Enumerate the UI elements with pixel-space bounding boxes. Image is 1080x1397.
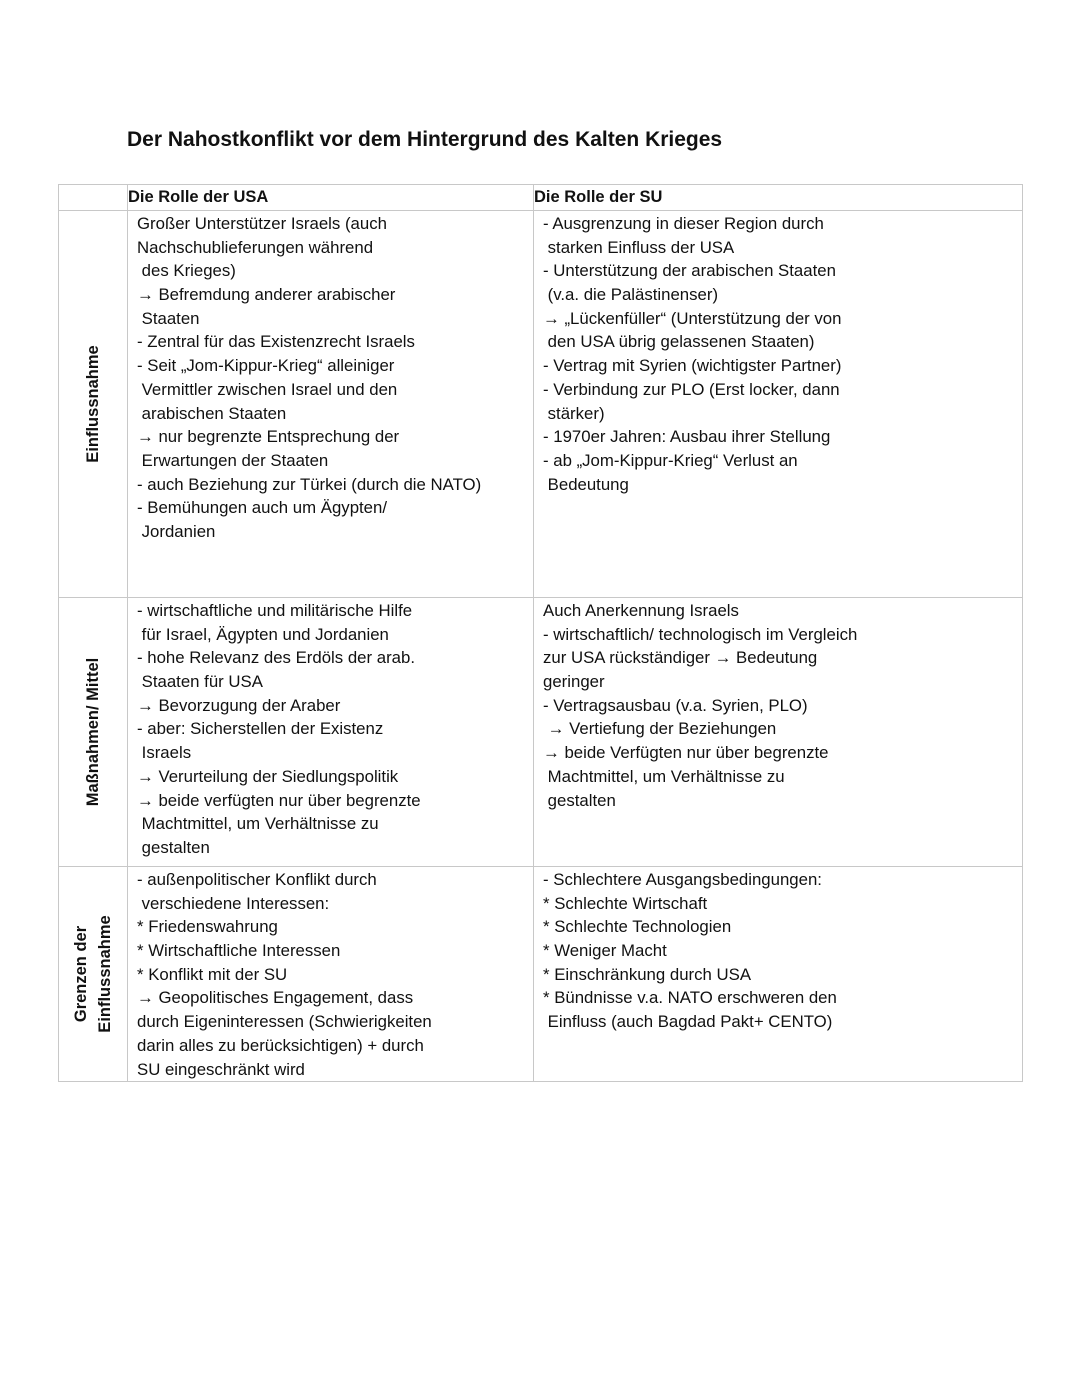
cell-line: starken Einfluss der USA xyxy=(543,237,735,257)
cell-line: SU eingeschränkt wird xyxy=(137,1059,305,1079)
cell-line: → beide Verfügten nur über begrenzte xyxy=(543,743,829,763)
cell-line: zur USA rückständiger → Bedeutung xyxy=(543,648,818,668)
cell-line: * Weniger Macht xyxy=(543,941,667,961)
cell-line: Israels xyxy=(137,743,192,763)
cell-line: - auch Beziehung zur Türkei (durch die NATO) xyxy=(137,474,482,494)
cell-line: stärker) xyxy=(543,403,605,423)
cell-line: Staaten für USA xyxy=(137,672,263,692)
cell-line: - Schlechtere Ausgangsbedingungen: xyxy=(543,870,822,889)
row-label-cell xyxy=(59,211,128,598)
su-lines xyxy=(534,211,1022,496)
row-label-cell xyxy=(59,598,128,867)
cell-line: - Ausgrenzung in dieser Region durch xyxy=(543,214,824,233)
cell-line: → „Lückenfüller“ (Unterstützung der von xyxy=(543,308,842,328)
cell-line: Großer Unterstützer Israels (auch xyxy=(137,214,387,233)
cell-line: Einfluss (auch Bagdad Pakt+ CENTO) xyxy=(543,1012,833,1032)
cell-line: → Befremdung anderer arabischer xyxy=(137,285,396,305)
su-cell xyxy=(534,867,1023,1082)
cell-line: Nachschublieferungen während xyxy=(137,237,374,257)
cell-line: * Bündnisse v.a. NATO erschweren den xyxy=(543,988,837,1008)
cell-line: - Vertrag mit Syrien (wichtigster Partner) xyxy=(543,356,842,376)
row-label-line: Maßnahmen/ Mittel xyxy=(84,657,102,807)
cell-line: - Zentral für das Existenzrecht Israels xyxy=(137,332,415,352)
cell-line: gestalten xyxy=(137,837,210,857)
cell-line: - außenpolitischer Konflikt durch xyxy=(137,870,377,889)
cell-line: geringer xyxy=(543,672,605,692)
row-label-line: Grenzen der xyxy=(72,925,90,1023)
cell-line: * Einschränkung durch USA xyxy=(543,964,752,984)
cell-line: → nur begrenzte Entsprechung der xyxy=(137,427,400,447)
cell-line: - 1970er Jahren: Ausbau ihrer Stellung xyxy=(543,427,831,447)
cell-line: * Konflikt mit der SU xyxy=(137,964,288,984)
cell-line: → beide verfügten nur über begrenzte xyxy=(137,790,421,810)
cell-line: Machtmittel, um Verhältnisse zu xyxy=(543,766,785,786)
cell-line: für Israel, Ägypten und Jordanien xyxy=(137,624,389,644)
row-label xyxy=(69,915,117,1032)
cell-line: darin alles zu berücksichtigen) + durch xyxy=(137,1035,424,1055)
row-label-line: Einflussnahme xyxy=(84,345,102,463)
cell-line: → Bevorzugung der Araber xyxy=(137,695,341,715)
cell-line: * Schlechte Wirtschaft xyxy=(543,893,708,913)
cell-line: - aber: Sicherstellen der Existenz xyxy=(137,719,384,739)
cell-line: - Seit „Jom-Kippur-Krieg“ alleiniger xyxy=(137,356,395,376)
cell-line: durch Eigeninteressen (Schwierigkeiten xyxy=(137,1012,432,1032)
cell-line: - Bemühungen auch um Ägypten/ xyxy=(137,498,388,518)
cell-line: * Wirtschaftliche Interessen xyxy=(137,941,341,961)
su-cell xyxy=(534,598,1023,867)
cell-line: → Vertiefung der Beziehungen xyxy=(543,719,777,739)
row-label xyxy=(81,345,105,462)
comparison-table xyxy=(58,184,1023,1082)
su-cell xyxy=(534,211,1023,598)
header-usa: Die Rolle der USA xyxy=(128,185,534,211)
cell-line: - Unterstützung der arabischen Staaten xyxy=(543,261,836,281)
cell-line: Vermittler zwischen Israel und den xyxy=(137,379,398,399)
table-header-row xyxy=(59,185,1023,211)
row-label-cell xyxy=(59,867,128,1082)
cell-line: den USA übrig gelassenen Staaten) xyxy=(543,332,815,352)
page-title: Der Nahostkonflikt vor dem Hintergrund des Kalten Krieges xyxy=(127,128,723,151)
cell-line: → Verurteilung der Siedlungspolitik xyxy=(137,766,399,786)
usa-lines xyxy=(128,211,533,544)
cell-line: Staaten xyxy=(137,308,200,328)
cell-line: - wirtschaftliche und militärische Hilfe xyxy=(137,601,413,620)
cell-line: (v.a. die Palästinenser) xyxy=(543,285,719,305)
table-row xyxy=(59,598,1023,867)
cell-line: Jordanien xyxy=(137,521,216,541)
cell-line: Erwartungen der Staaten xyxy=(137,450,329,470)
cell-line: - Verbindung zur PLO (Erst locker, dann xyxy=(543,379,840,399)
cell-line: Auch Anerkennung Israels xyxy=(543,601,739,620)
su-lines xyxy=(534,598,1022,812)
header-corner-cell xyxy=(59,185,128,211)
usa-cell xyxy=(128,211,534,598)
usa-lines xyxy=(128,867,533,1081)
cell-line: * Friedenswahrung xyxy=(137,917,278,937)
header-su: Die Rolle der SU xyxy=(534,185,1023,211)
usa-cell xyxy=(128,598,534,867)
table-row xyxy=(59,867,1023,1082)
cell-line: - Vertragsausbau (v.a. Syrien, PLO) xyxy=(543,695,808,715)
usa-lines xyxy=(128,598,533,860)
cell-line: - ab „Jom-Kippur-Krieg“ Verlust an xyxy=(543,450,798,470)
cell-line: arabischen Staaten xyxy=(137,403,287,423)
table-row xyxy=(59,211,1023,598)
cell-line: - hohe Relevanz des Erdöls der arab. xyxy=(137,648,415,668)
row-label-line: Einflussnahme xyxy=(96,915,114,1033)
cell-line: Bedeutung xyxy=(543,474,629,494)
cell-line: des Krieges) xyxy=(137,261,236,281)
cell-line: Machtmittel, um Verhältnisse zu xyxy=(137,814,379,834)
usa-cell xyxy=(128,867,534,1082)
cell-line: verschiedene Interessen: xyxy=(137,893,330,913)
row-label xyxy=(81,658,105,807)
su-lines xyxy=(534,867,1022,1034)
cell-line: gestalten xyxy=(543,790,616,810)
cell-line: * Schlechte Technologien xyxy=(543,917,732,937)
cell-line: → Geopolitisches Engagement, dass xyxy=(137,988,414,1008)
cell-line: - wirtschaftlich/ technologisch im Vergleich xyxy=(543,624,858,644)
